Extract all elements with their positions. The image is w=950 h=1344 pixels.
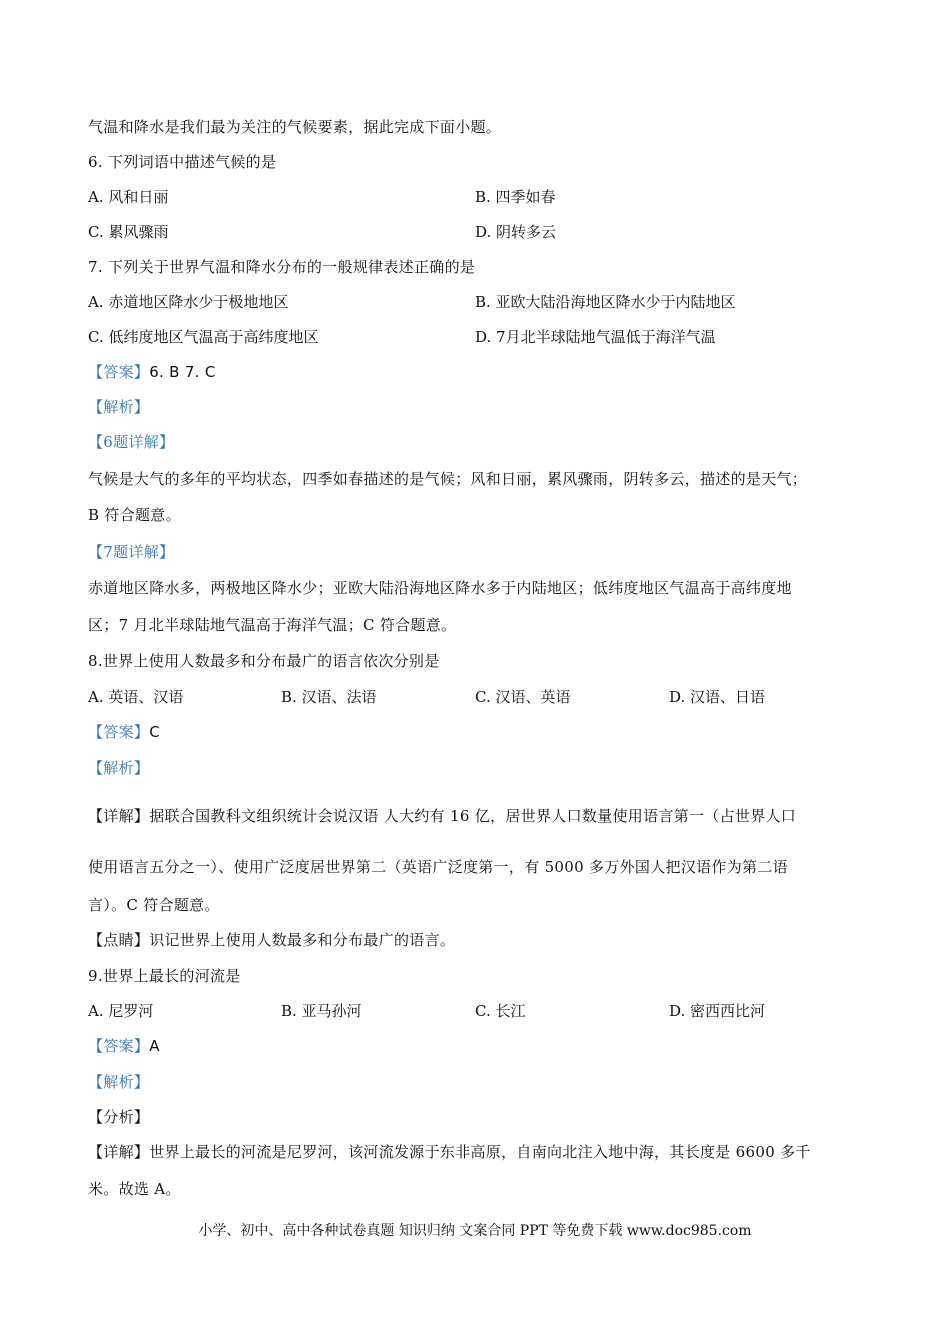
detail-8-tag: 【详解】 [88, 807, 150, 825]
detail-8-line-1 [88, 806, 796, 826]
answer-tag: 【答案】 [88, 363, 150, 381]
fenxi-tag: 【分析】 [88, 1108, 150, 1126]
q8-option-d: D. 汉语、日语 [669, 688, 766, 706]
point-tag: 【点睛】 [88, 931, 150, 949]
q9-option-a: A. 尼罗河 [88, 1002, 154, 1020]
analysis-tag: 【解析】 [88, 1073, 150, 1091]
question-8-stem: 8.世界上使用人数最多和分布最广的语言依次分别是 [88, 652, 440, 670]
analysis-tag: 【解析】 [88, 759, 150, 777]
q9-option-b: B. 亚马孙河 [281, 1002, 362, 1020]
detail-8-line-2: 使用语言五分之一）、使用广泛度居世界第二（英语广泛度第一，有 5000 多万外国人把汉语作为第二语 [88, 858, 788, 876]
q6-option-c: C. 累风骤雨 [88, 223, 169, 241]
question-7-stem: 7. 下列关于世界气温和降水分布的一般规律表述正确的是 [88, 258, 476, 276]
detail-6-heading [88, 432, 174, 452]
detail-7-tag: 【7题详解】 [88, 543, 175, 561]
fenxi-9 [88, 1107, 149, 1127]
detail-7-heading [88, 542, 174, 562]
detail-6-line-2: B 符合题意。 [88, 506, 181, 524]
answer-tag: 【答案】 [88, 723, 150, 741]
detail-6-line-1: 气候是大气的多年的平均状态，四季如春描述的是气候；风和日丽，累风骤雨，阴转多云，描述的是天气； [88, 470, 808, 488]
analysis-6-7 [88, 397, 149, 417]
analysis-9 [88, 1072, 149, 1092]
q9-option-d: D. 密西西比河 [669, 1002, 766, 1020]
q8-option-b: B. 汉语、法语 [281, 688, 377, 706]
answer-text: C [149, 723, 160, 741]
detail-8-text: 据联合国教科文组织统计会说汉语 人大约有 16 亿，居世界人口数量使用语言第一（占世界人口 [149, 807, 797, 825]
q7-option-c: C. 低纬度地区气温高于高纬度地区 [88, 328, 319, 346]
detail-7-line-1: 赤道地区降水多，两极地区降水少；亚欧大陆沿海地区降水多于内陆地区；低纬度地区气温高于高纬度地 [88, 579, 792, 597]
point-8 [88, 930, 455, 950]
q7-option-b: B. 亚欧大陆沿海地区降水少于内陆地区 [475, 293, 736, 311]
q7-option-d: D. 7月北半球陆地气温低于海洋气温 [475, 328, 716, 346]
point-text: 识记世界上使用人数最多和分布最广的语言。 [149, 931, 456, 949]
q9-option-c: C. 长江 [475, 1002, 526, 1020]
analysis-8 [88, 758, 149, 778]
page-footer: 小学、初中、高中各种试卷真题 知识归纳 文案合同 PPT 等免费下载 www.doc985.com [198, 1223, 752, 1239]
q7-option-a: A. 赤道地区降水少于极地地区 [88, 293, 289, 311]
q6-option-b: B. 四季如春 [475, 188, 556, 206]
answer-text: A [149, 1037, 160, 1055]
q8-option-c: C. 汉语、英语 [475, 688, 571, 706]
detail-7-line-2: 区；7 月北半球陆地气温高于海洋气温；C 符合题意。 [88, 616, 457, 634]
detail-8-line-3: 言）。C 符合题意。 [88, 896, 220, 914]
detail-9-text: 世界上最长的河流是尼罗河，该河流发源于东非高原，自南向北注入地中海，其长度是 6600 多千 [149, 1143, 811, 1161]
intro-text: 气温和降水是我们最为关注的气候要素，据此完成下面小题。 [88, 118, 502, 136]
detail-9-line-1 [88, 1142, 811, 1162]
q6-option-d: D. 阴转多云 [475, 223, 557, 241]
q8-option-a: A. 英语、汉语 [88, 688, 184, 706]
question-6-stem: 6. 下列词语中描述气候的是 [88, 153, 277, 171]
detail-9-line-2: 米。故选 A。 [88, 1180, 181, 1198]
answer-6-7 [88, 362, 216, 382]
answer-9 [88, 1036, 160, 1056]
q6-option-a: A. 风和日丽 [88, 188, 169, 206]
detail-6-tag: 【6题详解】 [88, 433, 175, 451]
answer-tag: 【答案】 [88, 1037, 150, 1055]
answer-text: 6. B 7. C [149, 363, 216, 381]
question-9-stem: 9.世界上最长的河流是 [88, 967, 241, 985]
detail-9-tag: 【详解】 [88, 1143, 150, 1161]
analysis-tag: 【解析】 [88, 398, 150, 416]
answer-8 [88, 722, 160, 742]
